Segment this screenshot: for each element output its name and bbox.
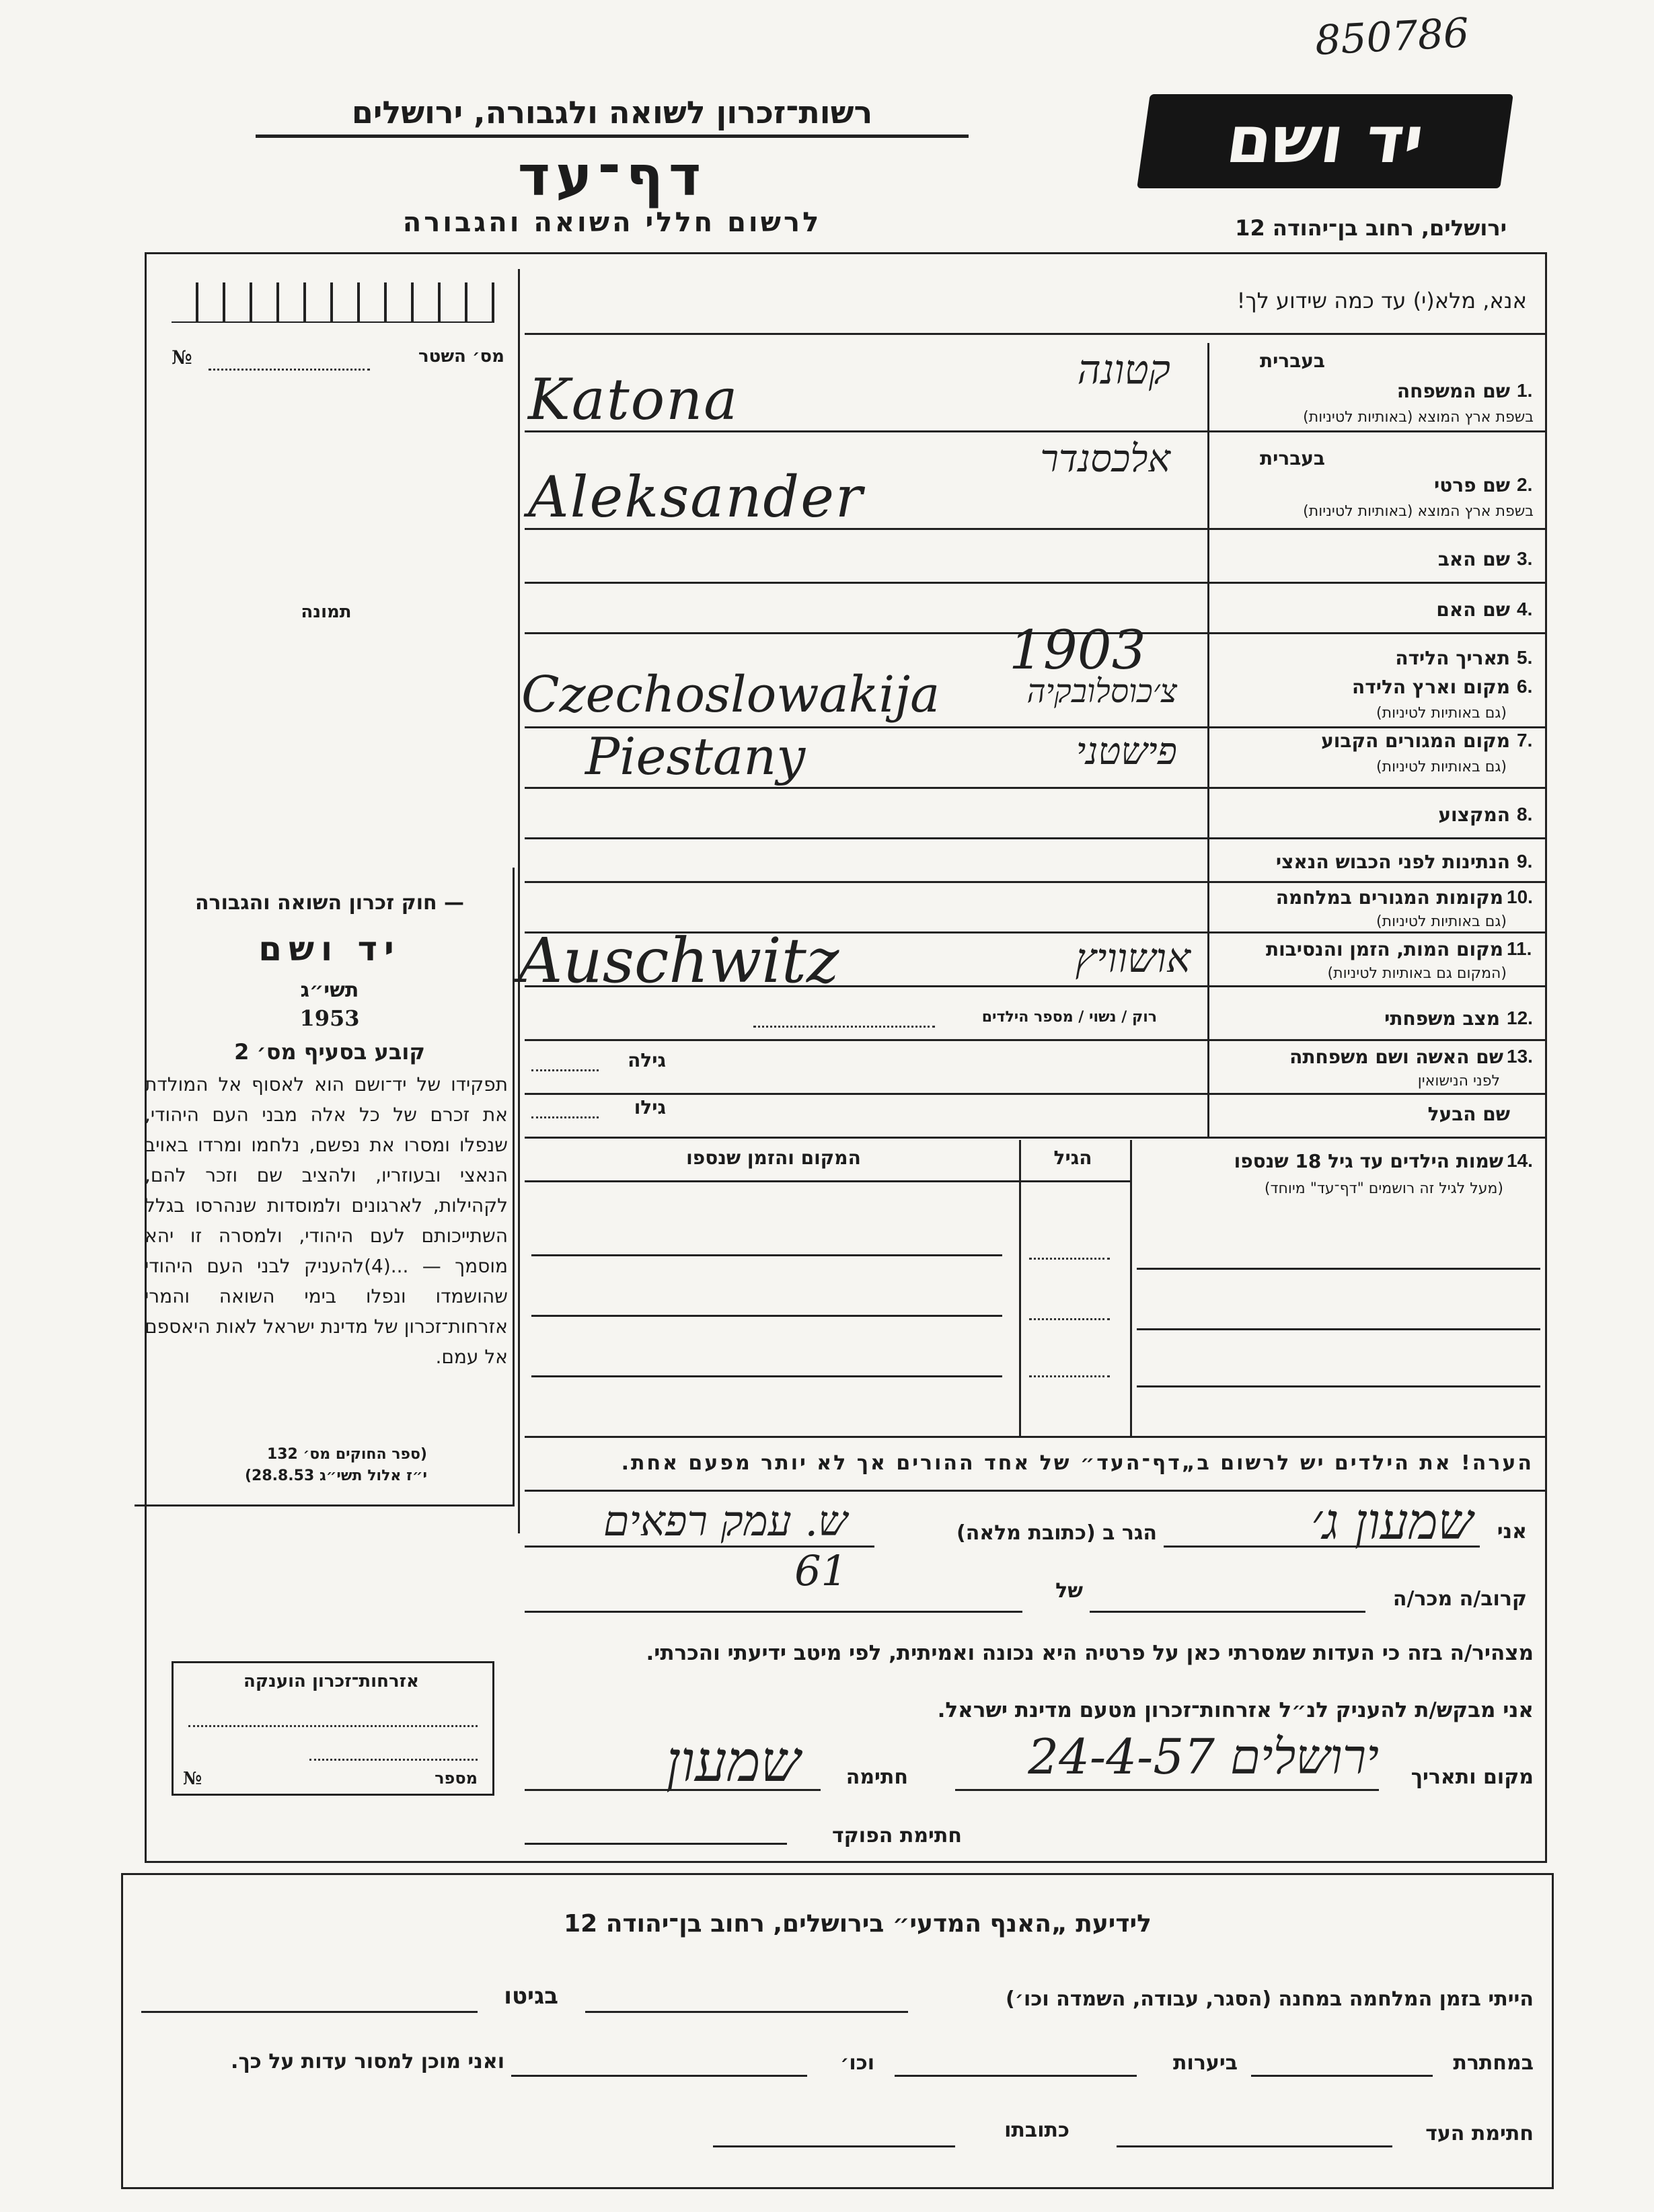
field-3-separator — [1207, 582, 1547, 584]
husband-age-line — [531, 1116, 599, 1118]
field-10-label: מקומות המגורים במלחמה — [1275, 886, 1503, 909]
field-13-sub: לפני הנישואין — [1417, 1073, 1500, 1090]
value-line-7 — [525, 787, 1207, 789]
serial-no-line — [209, 369, 370, 371]
firstname-hebrew-value: אלכסנדר — [1040, 437, 1170, 481]
law-title: — חוק זכרון השואה והגבורה — [194, 891, 465, 915]
relation-of-line — [525, 1611, 1022, 1613]
law-reference-date: י״ז אלול תשי״ג 28.8.53) — [244, 1467, 427, 1484]
field-8-separator — [1207, 837, 1547, 839]
bottom-ghetto-field — [141, 2011, 478, 2013]
bottom-etc: וכו׳ — [840, 2051, 874, 2075]
table-divider-1 — [1130, 1140, 1132, 1436]
bottom-underground-field — [1251, 2075, 1433, 2077]
label-column-divider — [1207, 343, 1209, 1137]
children-row-3 — [531, 1375, 1002, 1377]
field-2-separator — [1207, 528, 1547, 530]
serial-label: מס׳ השטר — [418, 346, 504, 367]
field-10-sub: (גם באותיות לטיניות) — [1376, 913, 1507, 930]
field-8-number: 8. — [1517, 804, 1533, 825]
field-10-separator — [1207, 931, 1547, 933]
field-7-separator — [1207, 787, 1547, 789]
note-bottom-line — [525, 1490, 1547, 1492]
relation-of: של — [1055, 1579, 1083, 1603]
children-row-2 — [531, 1315, 1002, 1317]
field-11-number: 11. — [1507, 938, 1532, 959]
bottom-underground: במחתרת — [1453, 2051, 1534, 2075]
age-row-1 — [1029, 1258, 1110, 1260]
field-2-sub: בשפת ארץ המוצא (באותיות לטיניות) — [1303, 503, 1534, 520]
field-13-number: 13. — [1507, 1046, 1533, 1067]
field-6-separator — [1207, 726, 1547, 728]
address-line — [525, 1546, 874, 1548]
table-bottom-line — [525, 1436, 1547, 1438]
surname-value: Katona — [528, 367, 739, 432]
bottom-witness-signature: חתימת העד — [1425, 2122, 1534, 2145]
declaration-2: אני מבקש/ת להעניק לנ״ל אזרחות־זכרון מטעם מדינת ישראל. — [937, 1698, 1534, 1722]
field-3-number: 3. — [1517, 548, 1533, 569]
citizenship-no-symbol: № — [183, 1769, 202, 1789]
field-1-number: 1. — [1517, 380, 1533, 401]
field-13b-separator — [525, 1137, 1547, 1139]
form-title: דף־עד — [517, 145, 707, 208]
field-4-separator — [1207, 632, 1547, 634]
field-6-sub: (גם באותיות לטיניות) — [1376, 705, 1507, 722]
officer-line — [525, 1843, 787, 1845]
field-1-separator — [1207, 430, 1547, 432]
bottom-line1-field — [585, 2011, 908, 2013]
field-6-label: מקום וארץ הלידה — [1352, 676, 1510, 698]
husband-label: שם הבעל — [1427, 1103, 1510, 1125]
signature-line — [525, 1789, 821, 1791]
institution-name: רשות־זכרון לשואה ולגבורה, ירושלים — [256, 94, 969, 138]
children-row-2b — [1137, 1328, 1540, 1330]
field-14-sub: (מעל לגיל זה רושמים "דף־עד" מיוחד) — [1264, 1180, 1503, 1197]
field-1-lang: בעברית — [1259, 350, 1325, 372]
residence-hebrew-value: פישטני — [1076, 730, 1177, 773]
value-line-9 — [525, 881, 1207, 883]
citizenship-title: אזרחות־זכרון הוענקה — [243, 1671, 419, 1691]
bottom-forests: ביערות — [1173, 2051, 1238, 2075]
law-name: יד ושם — [258, 929, 401, 968]
field-14-number: 14. — [1507, 1150, 1533, 1171]
field-9-label: הנתינות לפני הכבוש הנאצי — [1275, 851, 1510, 873]
field-12-dotted — [753, 1026, 935, 1028]
wife-age-label: גילה — [628, 1049, 666, 1071]
bottom-ghetto-label: בגיטו — [504, 1983, 558, 2010]
birth-place-hebrew-value: צ׳כוסלובקיה — [1026, 673, 1177, 710]
children-note: הערה! את הילדים יש לרשום ב„דף־העד״ של אחד ההורים אך לא יותר מפעם אחת. — [621, 1451, 1534, 1475]
children-row-3b — [1137, 1385, 1540, 1387]
value-line-3 — [525, 582, 1207, 584]
field-7-sub: (גם באותיות לטיניות) — [1376, 759, 1507, 775]
field-11-sub: (המקום גם באותיות לטיניות) — [1327, 965, 1507, 982]
intro-underline — [525, 333, 1547, 335]
birth-year-value: 1903 — [1009, 619, 1146, 681]
law-reference: (ספר החוקים מס׳ 132 — [266, 1446, 427, 1463]
citizenship-line-1 — [188, 1725, 478, 1727]
field-5-number: 5. — [1517, 647, 1533, 668]
field-14-label: שמות הילדים עד גיל 18 שנספו — [1234, 1150, 1503, 1172]
declarant-name-line — [1164, 1546, 1480, 1548]
serial-ticks — [172, 282, 494, 323]
signature-value: שמעון — [666, 1728, 800, 1794]
field-13-label: שם האשה ושם משפחתה — [1289, 1046, 1503, 1068]
birth-place-value: Czechoslowakija — [521, 666, 940, 724]
form-subtitle: לרשום חללי השואה והגבורה — [402, 207, 822, 238]
declaration-1: מצהיר/ה בזה כי העדות שמסרתי כאן על פרטיה היא נכונה ואמיתית, לפי מיטב ידיעתי והכרתי. — [646, 1641, 1534, 1665]
bottom-witness-field — [1117, 2145, 1392, 2147]
col-place-header: המקום והזמן שנספו — [686, 1147, 861, 1169]
field-13-separator — [525, 1093, 1547, 1095]
place-date-line — [955, 1789, 1379, 1791]
age-row-3 — [1029, 1375, 1110, 1377]
field-2-lang: בעברית — [1259, 447, 1325, 469]
place-date-value: ירושלים 24-4-57 — [1028, 1728, 1379, 1785]
bottom-address: כתובתו — [1004, 2119, 1069, 2142]
archive-number: 850786 — [1314, 9, 1470, 65]
serial-no-symbol: № — [172, 346, 192, 369]
law-text: תפקידו של יד־ושם הוא לאסוף אל המולדת את זכרם של כל אלה מבני העם היהודי, שנפלו ומסרו את נפשם, נלחמו ומרדו באויב הנאצי ובעוזריו, ולהציב שם וזכר להם, לקהילות, לארגונים ולמוסדות שנהרסו בגלל השתייכותם לעם היהודי, ולמסרה זו יהא מוסמך — ...(4)להעניק לבני העם היהודי שהושמדו ונפלו בימי השואה והמרי אזרחות־זכרון של מדינת ישראל לאות היאספם אל עמם. — [145, 1073, 508, 1368]
address-label: הגר ב (כתובת מלאה) — [956, 1521, 1157, 1545]
field-3-label: שם האב — [1437, 548, 1510, 570]
left-column-divider — [518, 269, 520, 1533]
firstname-value: Aleksander — [528, 464, 864, 530]
field-12-number: 12. — [1507, 1007, 1533, 1028]
death-place-hebrew-value: אושוויץ — [1075, 935, 1191, 982]
officer-label: חתימת הפוקד — [832, 1824, 962, 1847]
surname-hebrew-value: קטונה — [1077, 346, 1170, 393]
citizenship-no-label: מספר — [435, 1769, 478, 1788]
field-4-label: שם האם — [1436, 599, 1510, 621]
field-10-number: 10. — [1507, 886, 1533, 907]
field-12-label: מצב משפחתי — [1384, 1007, 1500, 1030]
bottom-etc-field — [511, 2075, 807, 2077]
bottom-title: לידיעת „האנף המדעי״ בירושלים, רחוב בן־יהודה 12 — [564, 1910, 1152, 1938]
declarant-name: שמעון ג׳ — [1311, 1493, 1473, 1551]
husband-age-label: גילו — [634, 1096, 666, 1118]
table-divider-2 — [1019, 1140, 1021, 1436]
header-address: ירושלים, רחוב בן־יהודה 12 — [1235, 215, 1507, 241]
table-header-line — [525, 1180, 1130, 1182]
residence-value: Piestany — [585, 726, 806, 786]
field-4-number: 4. — [1517, 599, 1533, 619]
field-1-label: שם המשפחה — [1396, 380, 1510, 402]
bottom-line1-text: הייתי בזמן המלחמה במחנה (הסגר, עבודה, השמדה וכו׳) — [1006, 1987, 1534, 2011]
col-age-header: הגיל — [1053, 1147, 1092, 1169]
photo-label: תמונה — [301, 602, 352, 622]
law-clause: קובע בסעיף מס׳ 2 — [234, 1039, 425, 1065]
field-7-label: מקום המגורים הקבוע — [1321, 730, 1510, 752]
relation-label: קרוב/ה מכר/ה — [1392, 1587, 1527, 1611]
relation-line — [1090, 1611, 1365, 1613]
field-8-label: המקצוע — [1438, 804, 1510, 826]
children-row-1 — [531, 1254, 1002, 1256]
age-row-2 — [1029, 1318, 1110, 1320]
bottom-forests-field — [895, 2075, 1137, 2077]
field-5-label: תאריך הלידה — [1395, 647, 1510, 669]
citizenship-line-2 — [309, 1759, 478, 1761]
field-11-separator — [1207, 985, 1547, 987]
field-2-label: שם פרטי — [1433, 474, 1510, 496]
field-9-number: 9. — [1517, 851, 1533, 872]
place-date-label: מקום ותאריך — [1411, 1765, 1534, 1789]
field-7-number: 7. — [1517, 730, 1533, 751]
law-year-hebrew: תשי״ג — [300, 979, 359, 1002]
field-12-separator — [525, 1039, 1547, 1041]
field-6-number: 6. — [1517, 676, 1533, 697]
field-1-sub: בשפת ארץ המוצא (באותיות לטיניות) — [1303, 409, 1534, 426]
bottom-address-field — [713, 2145, 955, 2147]
yad-vashem-logo — [1137, 94, 1513, 188]
wife-age-line — [531, 1069, 599, 1071]
declarant-address: ש. עמק רפאים 61 — [603, 1496, 848, 1595]
field-2-number: 2. — [1517, 474, 1533, 495]
field-12-options: רוק / נשוי / מספר הילדים — [981, 1009, 1157, 1026]
bottom-ready: ואני מוכן למסור עדות על כך. — [231, 2050, 504, 2073]
field-11-label: מקום המות, הזמן והנסיבות — [1265, 938, 1503, 960]
field-9-separator — [1207, 881, 1547, 883]
signature-label: חתימה — [845, 1765, 908, 1789]
law-year: 1953 — [299, 1005, 360, 1031]
death-place-value: Auschwitz — [518, 925, 839, 997]
value-line-8 — [525, 837, 1207, 839]
intro-text: אנא, מלא(י) עד כמה שידוע לך! — [1236, 288, 1527, 313]
declarant-ani: אני — [1497, 1520, 1527, 1543]
children-row-1b — [1137, 1268, 1540, 1270]
logo-text: יד ושם — [1222, 102, 1429, 178]
